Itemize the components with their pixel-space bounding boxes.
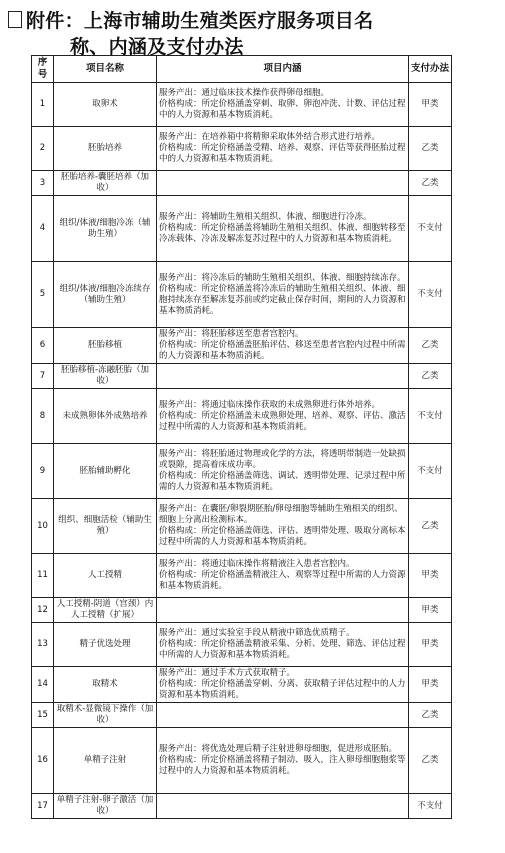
- row-item-content: [157, 171, 409, 196]
- row-number: 14: [32, 667, 54, 703]
- header-number: 序号: [32, 56, 54, 83]
- row-number: 12: [32, 598, 54, 623]
- row-payment-method: 甲类: [409, 554, 452, 598]
- row-item-name: 胚胎移植: [54, 328, 157, 364]
- row-payment-method: 甲类: [409, 667, 452, 703]
- service-items-table: [31, 55, 452, 819]
- table-row: [32, 127, 452, 171]
- row-payment-method: 乙类: [409, 728, 452, 794]
- content-paragraph: 价格构成：所定价格涵盖穿刺、分离、获取精子评估过程中的人力资源和基本物质消耗。: [159, 679, 406, 700]
- content-paragraph: 价格构成：所定价格涵盖穿刺、取卵、卵泡冲洗、计数、评估过程中的人力资源和基本物质消耗。: [159, 99, 406, 120]
- table-row: [32, 623, 452, 667]
- table-header-row: [32, 56, 452, 83]
- row-item-content: [157, 598, 409, 623]
- row-item-content: [157, 389, 409, 444]
- content-paragraph: 服务产出：将通过临床操作将精液注入患者宫腔内。: [159, 559, 355, 569]
- checkbox-icon: [8, 11, 22, 28]
- row-item-name: 人工授精-阴道（宫颈）内人工授精（扩展）: [54, 598, 157, 623]
- row-payment-method: 乙类: [409, 328, 452, 364]
- content-paragraph: 价格构成：所定价格涵盖未成熟卵处理、培养、观察、评估、激活过程中所需的人力资源和基本物质消耗。: [159, 410, 406, 432]
- row-payment-method: 甲类: [409, 598, 452, 623]
- table-row: [32, 83, 452, 127]
- content-paragraph: 价格构成：所定价格涵盖胚胎评估、移送至患者宫腔内过程中所需的人力资源和基本物质消耗。: [159, 340, 406, 361]
- row-payment-method: 乙类: [409, 703, 452, 728]
- row-payment-method: 不支付: [409, 794, 452, 819]
- row-number: 13: [32, 623, 54, 667]
- table-row: [32, 328, 452, 364]
- row-item-content: [157, 728, 409, 794]
- table-body: [32, 83, 452, 819]
- row-item-content: [157, 667, 409, 703]
- table-row: [32, 703, 452, 728]
- row-item-name: 组织、细胞活检（辅助生殖）: [54, 499, 157, 554]
- table-row: [32, 444, 452, 499]
- document-title: [8, 8, 498, 60]
- content-paragraph: 服务产出：在培养箱中将精卵采取体外结合形式进行培养。: [159, 132, 381, 142]
- row-item-content: [157, 623, 409, 667]
- row-item-name: 精子优选处理: [54, 623, 157, 667]
- table-row: [32, 499, 452, 554]
- row-number: 1: [32, 83, 54, 127]
- row-item-content: [157, 499, 409, 554]
- table-row: [32, 667, 452, 703]
- row-number: 9: [32, 444, 54, 499]
- row-item-name: 单精子注射-卵子激活（加收）: [54, 794, 157, 819]
- row-payment-method: 不支付: [409, 389, 452, 444]
- row-number: 2: [32, 127, 54, 171]
- row-item-name: 胚胎移植-冻融胚胎（加收）: [54, 364, 157, 389]
- row-item-name: 单精子注射: [54, 728, 157, 794]
- row-item-name: 人工授精: [54, 554, 157, 598]
- row-item-content: [157, 364, 409, 389]
- row-item-name: 取卵术: [54, 83, 157, 127]
- row-payment-method: 乙类: [409, 171, 452, 196]
- row-item-content: [157, 794, 409, 819]
- row-item-name: 胚胎辅助孵化: [54, 444, 157, 499]
- content-paragraph: 服务产出：将通过临床操作获取的未成熟卵进行体外培养。: [159, 399, 381, 410]
- row-item-name: 组织/体液/细胞冷冻（辅助生殖）: [54, 196, 157, 262]
- row-payment-method: 乙类: [409, 364, 452, 389]
- row-item-content: [157, 554, 409, 598]
- title-text-1: 附件：上海市辅助生殖类医疗服务项目名: [26, 10, 374, 32]
- row-number: 6: [32, 328, 54, 364]
- table-row: [32, 728, 452, 794]
- title-line-1: [8, 8, 498, 34]
- content-paragraph: 服务产出：在囊胚/卵裂期胚胎/卵母细胞等辅助生殖相关的组织、细胞上分离出检测标本。: [159, 504, 403, 525]
- content-paragraph: 服务产出：通过手术方式获取精子。: [159, 668, 296, 678]
- row-payment-method: 甲类: [409, 83, 452, 127]
- content-paragraph: 服务产出：将胚胎通过物理或化学的方法，将透明带制造一处缺损或裂隙，提高着床成功率。: [159, 449, 406, 470]
- row-payment-method: 不支付: [409, 196, 452, 262]
- content-paragraph: 价格构成：所定价格涵盖精液采集、分析、处理、筛选、评估过程中所需的人力资源和基本物质消耗。: [159, 639, 406, 660]
- content-paragraph: 服务产出：将辅助生殖相关组织、体液、细胞进行冷冻。: [159, 212, 372, 222]
- content-paragraph: 价格构成：所定价格涵盖将精子制动、吸入，注入卵母细胞胞浆等过程中的人力资源和基本物质消耗。: [159, 755, 406, 776]
- content-paragraph: 服务产出：将优选处理后精子注射进卵母细胞，促进形成胚胎。: [159, 744, 398, 754]
- row-item-content: [157, 444, 409, 499]
- row-number: 5: [32, 262, 54, 328]
- content-paragraph: 服务产出：将冷冻后的辅助生殖相关组织、体液、细胞持续冻存。: [159, 272, 406, 283]
- content-paragraph: 价格构成：所定价格涵盖受精、培养、观察、评估等获得胚胎过程中的人力资源和基本物质消耗。: [159, 143, 406, 164]
- row-item-name: 胚胎培养-囊胚培养（加收）: [54, 171, 157, 196]
- row-number: 11: [32, 554, 54, 598]
- row-item-name: 取精术: [54, 667, 157, 703]
- row-item-name: 胚胎培养: [54, 127, 157, 171]
- content-paragraph: 价格构成：所定价格涵盖将冷冻后的辅助生殖相关组织、体液、细胞持续冻存至解冻复苏前或约定截止保存时间，期间的人力资源和基本物质消耗。: [159, 283, 406, 316]
- table-row: [32, 554, 452, 598]
- row-number: 4: [32, 196, 54, 262]
- row-item-content: [157, 703, 409, 728]
- table-row: [32, 196, 452, 262]
- row-number: 3: [32, 171, 54, 196]
- content-paragraph: 服务产出：将胚胎移送至患者宫腔内。: [159, 329, 304, 339]
- content-paragraph: 价格构成：所定价格涵盖筛选、调试、透明带处理、记录过程中所需的人力资源和基本物质消耗。: [159, 471, 406, 492]
- content-paragraph: 价格构成：所定价格涵盖将辅助生殖相关组织、体液、细胞转移至冷冻载体、冷冻及解冻复苏过程中的人力资源和基本物质消耗。: [159, 223, 406, 244]
- row-payment-method: 不支付: [409, 262, 452, 328]
- row-item-content: [157, 196, 409, 262]
- content-paragraph: 价格构成：所定价格涵盖筛选、评估、透明带处理、吸取分离标本过程中所需的人力资源和基本物质消耗。: [159, 526, 406, 547]
- row-item-name: 组织/体液/细胞冷冻续存（辅助生殖）: [54, 262, 157, 328]
- row-number: 17: [32, 794, 54, 819]
- header-item-content: 项目内涵: [157, 56, 409, 83]
- header-item-name: 项目名称: [54, 56, 157, 83]
- row-item-content: [157, 262, 409, 328]
- row-payment-method: 甲类: [409, 623, 452, 667]
- title-line-2: 称、内涵及支付办法: [70, 36, 244, 58]
- table-row: [32, 598, 452, 623]
- row-number: 15: [32, 703, 54, 728]
- table-row: [32, 171, 452, 196]
- row-item-content: [157, 83, 409, 127]
- row-item-content: [157, 127, 409, 171]
- row-item-name: 取精术-显微镜下操作（加收）: [54, 703, 157, 728]
- row-payment-method: 不支付: [409, 444, 452, 499]
- table-row: [32, 389, 452, 444]
- row-number: 10: [32, 499, 54, 554]
- row-number: 7: [32, 364, 54, 389]
- row-item-content: [157, 328, 409, 364]
- table-row: [32, 364, 452, 389]
- row-payment-method: 乙类: [409, 499, 452, 554]
- row-number: 8: [32, 389, 54, 444]
- row-payment-method: 乙类: [409, 127, 452, 171]
- header-payment-method: 支付办法: [409, 56, 452, 83]
- table-row: [32, 262, 452, 328]
- row-number: 16: [32, 728, 54, 794]
- row-item-name: 未成熟卵体外成熟培养: [54, 389, 157, 444]
- content-paragraph: 服务产出：通过临床技术操作获得卵母细胞。: [159, 88, 330, 98]
- content-paragraph: 价格构成：所定价格涵盖精液注入、观察等过程中所需的人力资源和基本物质消耗。: [159, 570, 406, 591]
- content-paragraph: 服务产出：通过实验室手段从精液中筛选优质精子。: [159, 628, 355, 638]
- table-row: [32, 794, 452, 819]
